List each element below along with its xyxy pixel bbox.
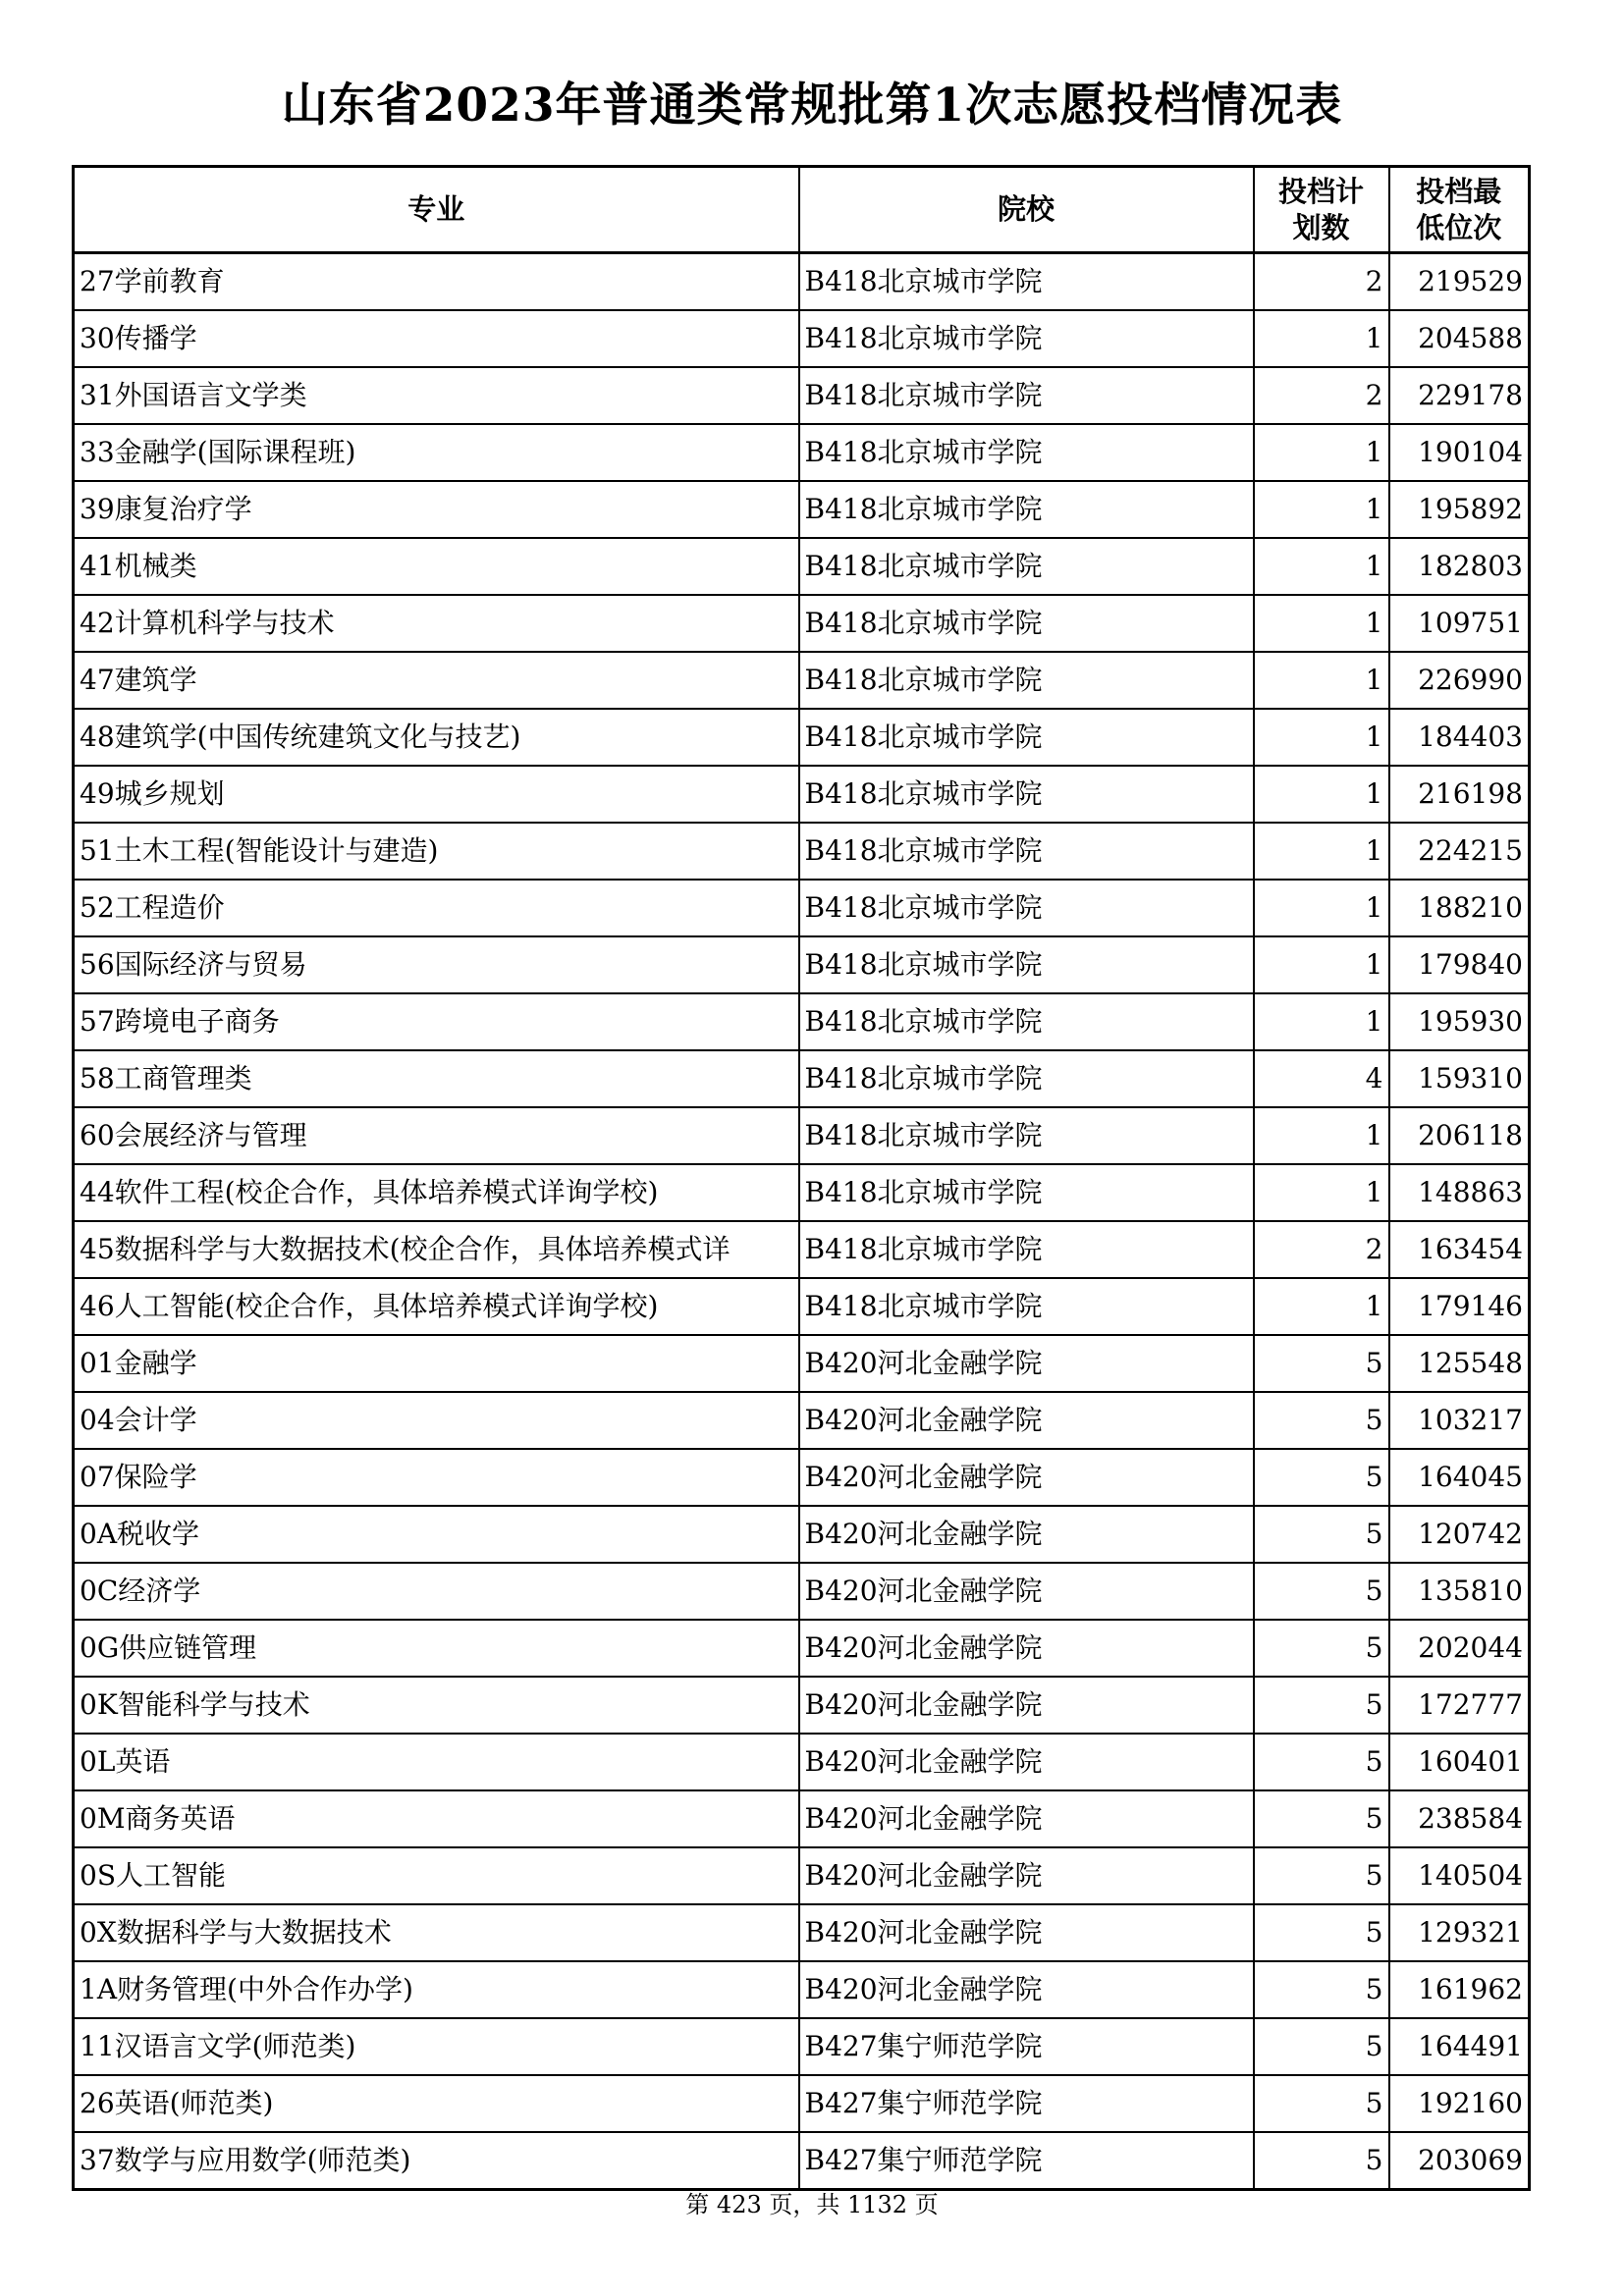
major-cell: 33金融学(国际课程班) [74, 424, 799, 481]
min-rank-cell: 148863 [1389, 1164, 1530, 1221]
plan-cell: 5 [1254, 2018, 1389, 2075]
min-rank-cell: 190104 [1389, 424, 1530, 481]
major-cell: 44软件工程(校企合作，具体培养模式详询学校) [74, 1164, 799, 1221]
school-cell: B418北京城市学院 [799, 993, 1254, 1050]
plan-cell: 5 [1254, 1506, 1389, 1563]
major-cell: 41机械类 [74, 538, 799, 595]
school-cell: B420河北金融学院 [799, 1620, 1254, 1677]
major-cell: 11汉语言文学(师范类) [74, 2018, 799, 2075]
major-cell: 0C经济学 [74, 1563, 799, 1620]
major-cell: 49城乡规划 [74, 766, 799, 823]
table-row [74, 1563, 1530, 1620]
min-rank-cell: 184403 [1389, 709, 1530, 766]
min-rank-cell: 164045 [1389, 1449, 1530, 1506]
plan-cell: 1 [1254, 1164, 1389, 1221]
table-row [74, 766, 1530, 823]
table-header-row [74, 167, 1530, 253]
school-cell: B418北京城市学院 [799, 253, 1254, 311]
plan-cell: 1 [1254, 595, 1389, 652]
min-rank-cell: 129321 [1389, 1904, 1530, 1961]
table-row [74, 1677, 1530, 1734]
major-cell: 56国际经济与贸易 [74, 936, 799, 993]
plan-cell: 2 [1254, 1221, 1389, 1278]
major-cell: 58工商管理类 [74, 1050, 799, 1107]
table-row [74, 1392, 1530, 1449]
major-cell: 47建筑学 [74, 652, 799, 709]
school-cell: B418北京城市学院 [799, 595, 1254, 652]
plan-cell: 5 [1254, 1449, 1389, 1506]
min-rank-cell: 229178 [1389, 367, 1530, 424]
min-rank-cell: 179840 [1389, 936, 1530, 993]
school-cell: B418北京城市学院 [799, 424, 1254, 481]
min-rank-cell: 192160 [1389, 2075, 1530, 2132]
plan-cell: 1 [1254, 823, 1389, 880]
min-rank-cell: 120742 [1389, 1506, 1530, 1563]
school-cell: B418北京城市学院 [799, 766, 1254, 823]
min-rank-cell: 125548 [1389, 1335, 1530, 1392]
plan-cell: 1 [1254, 652, 1389, 709]
min-rank-cell: 219529 [1389, 253, 1530, 311]
plan-cell: 4 [1254, 1050, 1389, 1107]
major-cell: 0K智能科学与技术 [74, 1677, 799, 1734]
school-cell: B427集宁师范学院 [799, 2132, 1254, 2190]
page-title: 山东省2023年普通类常规批第1次志愿投档情况表 [281, 79, 1343, 133]
table-row [74, 1506, 1530, 1563]
min-rank-cell: 164491 [1389, 2018, 1530, 2075]
table-row [74, 993, 1530, 1050]
major-cell: 42计算机科学与技术 [74, 595, 799, 652]
plan-cell: 5 [1254, 2132, 1389, 2190]
min-rank-cell: 195930 [1389, 993, 1530, 1050]
major-cell: 30传播学 [74, 310, 799, 367]
table-row [74, 1961, 1530, 2018]
major-cell: 0X数据科学与大数据技术 [74, 1904, 799, 1961]
table-row [74, 367, 1530, 424]
plan-cell: 5 [1254, 2075, 1389, 2132]
school-cell: B418北京城市学院 [799, 1221, 1254, 1278]
plan-cell: 5 [1254, 1677, 1389, 1734]
min-rank-cell: 182803 [1389, 538, 1530, 595]
table-row [74, 1107, 1530, 1164]
major-cell: 01金融学 [74, 1335, 799, 1392]
table-row [74, 1164, 1530, 1221]
table-row [74, 481, 1530, 538]
school-cell: B420河北金融学院 [799, 1734, 1254, 1790]
min-rank-cell: 204588 [1389, 310, 1530, 367]
plan-cell: 5 [1254, 1563, 1389, 1620]
plan-cell: 1 [1254, 993, 1389, 1050]
min-rank-cell: 203069 [1389, 2132, 1530, 2190]
major-cell: 07保险学 [74, 1449, 799, 1506]
school-cell: B420河北金融学院 [799, 1335, 1254, 1392]
table-row [74, 253, 1530, 311]
min-rank-cell: 172777 [1389, 1677, 1530, 1734]
table-row [74, 1449, 1530, 1506]
min-rank-cell: 202044 [1389, 1620, 1530, 1677]
table-body [74, 253, 1530, 2190]
major-cell: 57跨境电子商务 [74, 993, 799, 1050]
plan-cell: 1 [1254, 538, 1389, 595]
school-cell: B427集宁师范学院 [799, 2018, 1254, 2075]
min-rank-cell: 160401 [1389, 1734, 1530, 1790]
min-rank-cell: 159310 [1389, 1050, 1530, 1107]
column-header-min-rank: 投档最低位次 [1389, 167, 1530, 253]
min-rank-cell: 109751 [1389, 595, 1530, 652]
school-cell: B420河北金融学院 [799, 1961, 1254, 2018]
school-cell: B420河北金融学院 [799, 1790, 1254, 1847]
school-cell: B420河北金融学院 [799, 1392, 1254, 1449]
major-cell: 04会计学 [74, 1392, 799, 1449]
major-cell: 0S人工智能 [74, 1847, 799, 1904]
school-cell: B418北京城市学院 [799, 936, 1254, 993]
plan-cell: 2 [1254, 253, 1389, 311]
table-row [74, 1221, 1530, 1278]
min-rank-cell: 103217 [1389, 1392, 1530, 1449]
major-cell: 60会展经济与管理 [74, 1107, 799, 1164]
major-cell: 0A税收学 [74, 1506, 799, 1563]
plan-cell: 1 [1254, 424, 1389, 481]
major-cell: 51土木工程(智能设计与建造) [74, 823, 799, 880]
school-cell: B418北京城市学院 [799, 538, 1254, 595]
school-cell: B420河北金融学院 [799, 1506, 1254, 1563]
min-rank-cell: 216198 [1389, 766, 1530, 823]
school-cell: B418北京城市学院 [799, 709, 1254, 766]
major-cell: 1A财务管理(中外合作办学) [74, 1961, 799, 2018]
min-rank-cell: 135810 [1389, 1563, 1530, 1620]
table-row [74, 1620, 1530, 1677]
table-row [74, 823, 1530, 880]
column-header-plan: 投档计划数 [1254, 167, 1389, 253]
table-row [74, 2018, 1530, 2075]
major-cell: 26英语(师范类) [74, 2075, 799, 2132]
table-row [74, 1790, 1530, 1847]
table-row [74, 538, 1530, 595]
table-row [74, 310, 1530, 367]
school-cell: B418北京城市学院 [799, 880, 1254, 936]
table-row [74, 1335, 1530, 1392]
table-row [74, 880, 1530, 936]
min-rank-cell: 163454 [1389, 1221, 1530, 1278]
plan-cell: 2 [1254, 367, 1389, 424]
school-cell: B418北京城市学院 [799, 367, 1254, 424]
major-cell: 31外国语言文学类 [74, 367, 799, 424]
plan-cell: 1 [1254, 880, 1389, 936]
table-row [74, 1278, 1530, 1335]
min-rank-cell: 206118 [1389, 1107, 1530, 1164]
plan-cell: 1 [1254, 709, 1389, 766]
major-cell: 48建筑学(中国传统建筑文化与技艺) [74, 709, 799, 766]
school-cell: B418北京城市学院 [799, 1107, 1254, 1164]
column-header-major: 专业 [74, 167, 799, 253]
major-cell: 0M商务英语 [74, 1790, 799, 1847]
major-cell: 37数学与应用数学(师范类) [74, 2132, 799, 2190]
page-number: 第 423 页，共 1132 页 [685, 2191, 939, 2218]
plan-cell: 5 [1254, 1790, 1389, 1847]
school-cell: B418北京城市学院 [799, 1050, 1254, 1107]
column-header-school: 院校 [799, 167, 1254, 253]
table-row [74, 1847, 1530, 1904]
plan-cell: 1 [1254, 766, 1389, 823]
table-row [74, 1734, 1530, 1790]
school-cell: B420河北金融学院 [799, 1904, 1254, 1961]
plan-cell: 5 [1254, 1904, 1389, 1961]
major-cell: 0G供应链管理 [74, 1620, 799, 1677]
school-cell: B418北京城市学院 [799, 1278, 1254, 1335]
plan-cell: 5 [1254, 1734, 1389, 1790]
table-row [74, 936, 1530, 993]
min-rank-cell: 226990 [1389, 652, 1530, 709]
min-rank-cell: 188210 [1389, 880, 1530, 936]
table-row [74, 652, 1530, 709]
min-rank-cell: 140504 [1389, 1847, 1530, 1904]
table-row [74, 1050, 1530, 1107]
school-cell: B418北京城市学院 [799, 823, 1254, 880]
plan-cell: 5 [1254, 1961, 1389, 2018]
major-cell: 27学前教育 [74, 253, 799, 311]
school-cell: B420河北金融学院 [799, 1677, 1254, 1734]
admissions-table [72, 165, 1531, 2191]
plan-cell: 5 [1254, 1847, 1389, 1904]
school-cell: B418北京城市学院 [799, 652, 1254, 709]
table-row [74, 709, 1530, 766]
min-rank-cell: 195892 [1389, 481, 1530, 538]
school-cell: B418北京城市学院 [799, 310, 1254, 367]
plan-cell: 1 [1254, 1278, 1389, 1335]
major-cell: 52工程造价 [74, 880, 799, 936]
school-cell: B418北京城市学院 [799, 1164, 1254, 1221]
plan-cell: 1 [1254, 936, 1389, 993]
table-row [74, 424, 1530, 481]
table-row [74, 2075, 1530, 2132]
major-cell: 0L英语 [74, 1734, 799, 1790]
plan-cell: 1 [1254, 481, 1389, 538]
plan-cell: 1 [1254, 1107, 1389, 1164]
table-row [74, 2132, 1530, 2190]
school-cell: B427集宁师范学院 [799, 2075, 1254, 2132]
school-cell: B420河北金融学院 [799, 1449, 1254, 1506]
major-cell: 45数据科学与大数据技术(校企合作，具体培养模式详 [74, 1221, 799, 1278]
plan-cell: 1 [1254, 310, 1389, 367]
school-cell: B418北京城市学院 [799, 481, 1254, 538]
major-cell: 46人工智能(校企合作，具体培养模式详询学校) [74, 1278, 799, 1335]
min-rank-cell: 238584 [1389, 1790, 1530, 1847]
min-rank-cell: 224215 [1389, 823, 1530, 880]
major-cell: 39康复治疗学 [74, 481, 799, 538]
table-row [74, 595, 1530, 652]
school-cell: B420河北金融学院 [799, 1847, 1254, 1904]
min-rank-cell: 161962 [1389, 1961, 1530, 2018]
school-cell: B420河北金融学院 [799, 1563, 1254, 1620]
table-row [74, 1904, 1530, 1961]
plan-cell: 5 [1254, 1335, 1389, 1392]
plan-cell: 5 [1254, 1392, 1389, 1449]
min-rank-cell: 179146 [1389, 1278, 1530, 1335]
plan-cell: 5 [1254, 1620, 1389, 1677]
